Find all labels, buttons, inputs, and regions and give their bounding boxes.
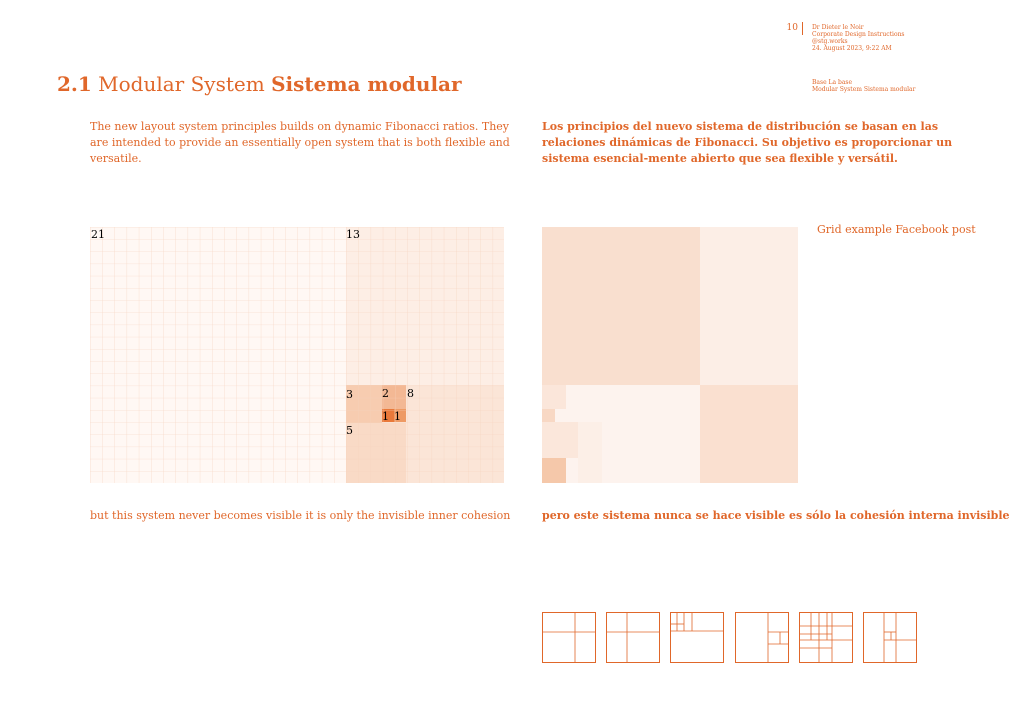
breadcrumb-page: Modular System Sistema modular — [812, 86, 916, 93]
fib-label-13: 13 — [346, 228, 360, 241]
layout-thumbnail-5 — [799, 612, 853, 663]
breadcrumb — [812, 79, 916, 93]
intro-spanish: Los principios del nuevo sistema de distribución se basan en las relaciones dinámicas de Fibonacci. Su objetivo es proporcionar un sistema esencial-mente abierto que sea flexible y versátil. — [542, 120, 953, 165]
meta-document: Corporate Design Instructions — [812, 31, 905, 38]
grid-example-label: Grid example Facebook post — [817, 223, 976, 236]
layout-thumbnail-2 — [606, 612, 660, 663]
layout-thumbnail-6 — [863, 612, 917, 663]
fib-label-21: 21 — [91, 228, 105, 241]
header-divider — [802, 22, 803, 35]
title-number: 2.1 — [57, 72, 92, 96]
layout-thumbnail-3 — [670, 612, 724, 663]
page-title — [57, 72, 462, 96]
fb-block-top-right — [700, 227, 798, 385]
caption-english: but this system never becomes visible it is only the invisible inner cohesion — [90, 509, 511, 522]
caption-spanish: pero este sistema nunca se hace visible es sólo la cohesión interna invisible — [542, 509, 1010, 522]
fib-label-5: 5 — [346, 424, 353, 437]
fib-label-1a: 1 — [382, 410, 389, 423]
meta-handle: @stg.works — [812, 38, 848, 45]
fb-block-small-e — [542, 458, 566, 483]
fib-label-3: 3 — [346, 388, 353, 401]
document-meta — [812, 24, 905, 52]
fb-block-small-c — [542, 422, 578, 458]
fb-block-small-b — [542, 409, 555, 422]
fib-label-1b: 1 — [394, 410, 401, 423]
title-spanish: Sistema modular — [271, 72, 462, 96]
breadcrumb-section: Base La base — [812, 79, 853, 86]
fb-block-bottom-right — [700, 385, 798, 483]
facebook-grid-example — [542, 227, 798, 483]
layout-thumbnail-1 — [542, 612, 596, 663]
title-english: Modular System — [98, 72, 265, 96]
fibonacci-grid-diagram — [90, 227, 504, 483]
fib-grid-lines — [90, 227, 504, 483]
intro-english: The new layout system principles builds on dynamic Fibonacci ratios. They are intended to provide an essentially open system that is both flexible and versatile. — [90, 120, 510, 165]
layout-thumbnail-4 — [735, 612, 789, 663]
meta-author: Dr Dieter le Noir — [812, 24, 864, 31]
fb-block-small-d — [578, 422, 602, 483]
fb-block-small-a — [542, 385, 566, 409]
fib-label-8: 8 — [407, 387, 414, 400]
meta-date: 24. August 2023, 9:22 AM — [812, 45, 892, 52]
fib-label-2: 2 — [382, 387, 389, 400]
page-number: 10 — [786, 23, 798, 33]
fb-block-large — [542, 227, 700, 385]
